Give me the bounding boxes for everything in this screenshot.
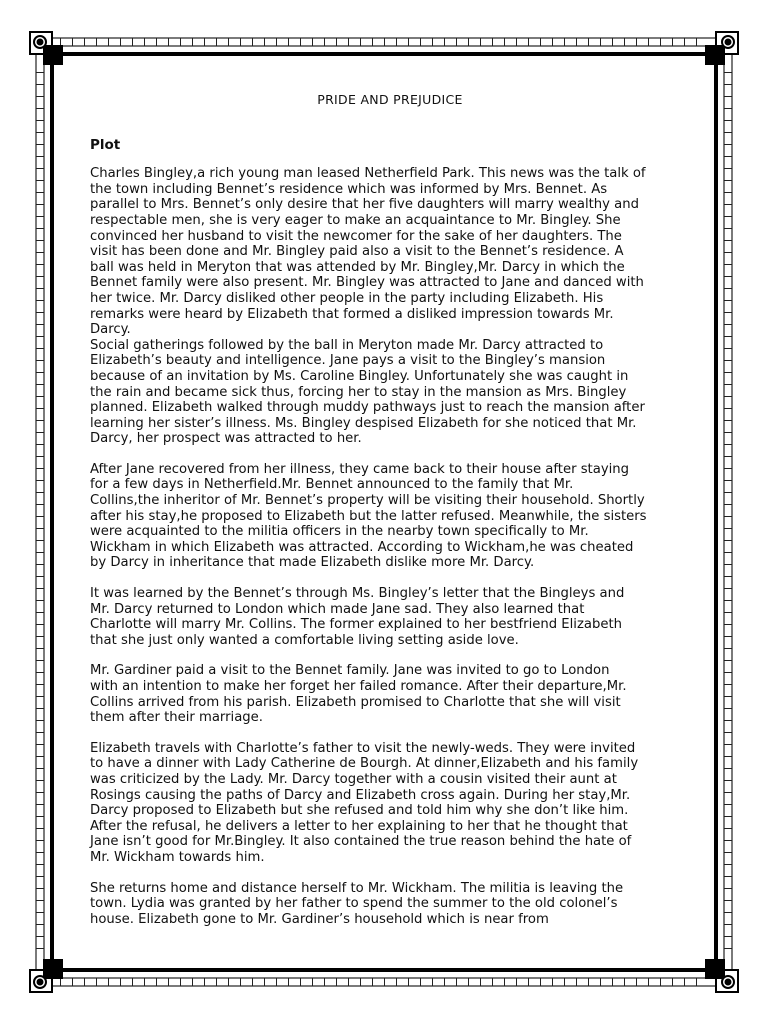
paragraph-7: She returns home and distance herself to Mr. Wickham. The militia is leaving the town. Lydia was granted by her father to spend the summer to the old colonel’s house. Elizabeth gone to Mr. Gardiner’s household which is near from	[90, 880, 624, 927]
paragraph-3: After Jane recovered from her illness, they came back to their house after staying for a few days in Netherfield.Mr. Bennet announced to the family that Mr. Collins,the inheritor of Mr. Bennet’s property will be visiting their household. Shortly after his stay,he proposed to Elizabeth but the latter refused. Meanwhile, the sisters were acquainted to the militia officers in the nearby town specifically to Mr. Wickham in which Elizabeth was attracted. According to Wickham,he was cheated by Darcy in inheritance that made Elizabeth dislike more Mr. Darcy.	[90, 461, 647, 571]
paragraph-4: It was learned by the Bennet’s through Ms. Bingley’s letter that the Bingleys and Mr. Darcy returned to London which made Jane sad. They also learned that Charlotte will marry Mr. Collins. The former explained to her bestfriend Elizabeth that she just only wanted a comfortable living setting aside love.	[90, 586, 625, 648]
paragraph-1: Charles Bingley,a rich young man leased Netherfield Park. This news was the talk of the town including Bennet’s residence which was informed by Mrs. Bennet. As parallel to Mrs. Bennet’s only desire that her five daughters will marry wealthy and respectable men, she is very eager to make an acquaintance to Mr. Bingley. She convinced her husband to visit the newcomer for the sake of her daughters. The visit has been done and Mr. Bingley paid also a visit to the Bennet’s residence. A ball was held in Meryton that was attended by Mr. Bingley,Mr. Darcy in which the Bennet family were also present. Mr. Bingley was attracted to Jane and danced with her twice. Mr. Darcy disliked other people in the party including Elizabeth. His remarks were heard by Elizabeth that formed a disliked impression towards Mr. Darcy.	[90, 166, 646, 338]
corner-ornament-tl	[30, 32, 62, 64]
document-body	[90, 92, 690, 942]
section-heading: Plot	[90, 136, 121, 153]
paragraph-6: Elizabeth travels with Charlotte’s father to visit the newly-weds. They were invited to have a dinner with Lady Catherine de Bourgh. At dinner,Elizabeth and his family was criticized by the Lady. Mr. Darcy together with a cousin visited their aunt at Rosings causing the paths of Darcy and Elizabeth cross again. During her stay,Mr. Darcy proposed to Elizabeth but she refused and told him why she don’t like him. After the refusal, he delivers a letter to her explaining to her that he thought that Jane isn’t good for Mr.Bingley. It also contained the true reason behind the hate of Mr. Wickham towards him.	[90, 740, 639, 865]
corner-ornament-tr	[706, 32, 738, 64]
corner-ornament-bl	[30, 960, 62, 992]
paragraph-5: Mr. Gardiner paid a visit to the Bennet family. Jane was invited to go to London with an intention to make her forget her failed romance. After their departure,Mr. Collins arrived from his parish. Elizabeth promised to Charlotte that she will visit them after their marriage.	[90, 663, 627, 726]
corner-ornament-br	[706, 960, 738, 992]
paragraph-2: Social gatherings followed by the ball in Meryton made Mr. Darcy attracted to Elizabeth’s beauty and intelligence. Jane pays a visit to the Bingley’s mansion because of an invitation by Ms. Caroline Bingley. Unfortunately she was caught in the rain and became sick thus, forcing her to stay in the mansion as Mrs. Bingley planned. Elizabeth walked through muddy pathways just to reach the mansion after learning her sister’s illness. Ms. Bingley despised Elizabeth for she noticed that Mr. Darcy, her prospect was attracted to her.	[90, 337, 645, 447]
document-title: PRIDE AND PREJUDICE	[317, 92, 463, 107]
